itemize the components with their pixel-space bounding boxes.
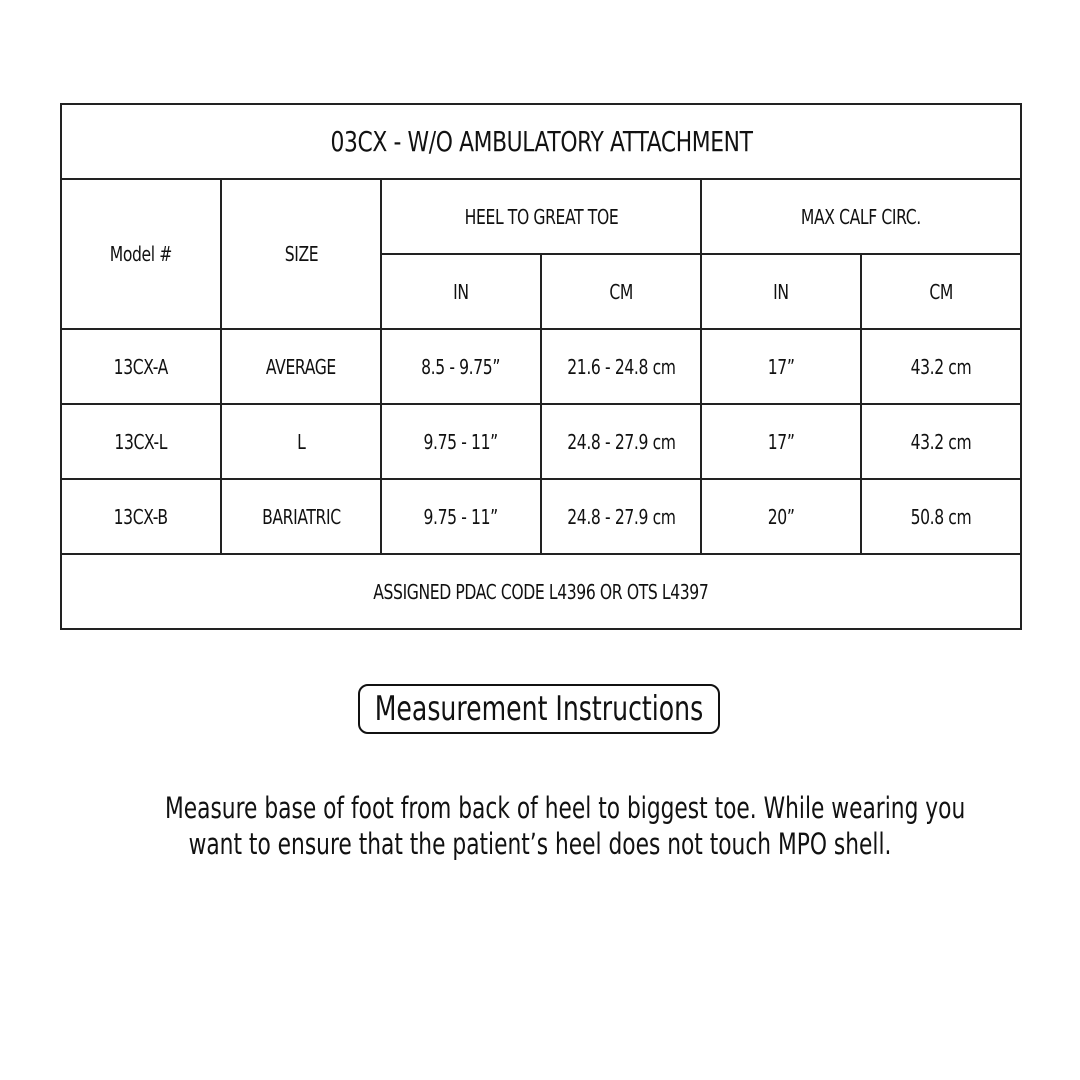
row-heel-in-cell	[381, 404, 541, 479]
header-heel-to-great-toe: HEEL TO GREAT TOE	[464, 204, 618, 229]
table-row	[61, 404, 1021, 479]
header-size-cell	[221, 179, 381, 329]
row-size-cell	[221, 404, 381, 479]
subheader-calf-in-cell	[701, 254, 861, 329]
instructions-heading-box	[358, 684, 720, 734]
subheader-calf-cm: CM	[929, 279, 953, 304]
row-size-cell	[221, 329, 381, 404]
row-calf-cm-cell	[861, 404, 1021, 479]
row-calf-cm-cell	[861, 329, 1021, 404]
subheader-heel-in-cell	[381, 254, 541, 329]
subheader-heel-cm: CM	[609, 279, 633, 304]
row-model-cell	[61, 479, 221, 554]
row-heel-in: 9.75 - 11”	[423, 429, 499, 454]
row-size: L	[296, 429, 306, 454]
row-model: 13CX-A	[113, 354, 169, 379]
row-calf-cm: 43.2 cm	[910, 354, 972, 379]
instructions-line-2: want to ensure that the patient’s heel does not touch MPO shell.	[188, 827, 892, 861]
instructions-text	[40, 790, 1040, 862]
row-heel-cm: 24.8 - 27.9 cm	[566, 429, 676, 454]
subheader-calf-in: IN	[773, 279, 789, 304]
subheader-heel-cm-cell	[541, 254, 701, 329]
row-calf-in-cell	[701, 329, 861, 404]
row-model-cell	[61, 329, 221, 404]
header-heel-cell	[381, 179, 701, 254]
row-calf-in: 17”	[767, 354, 795, 379]
row-heel-cm: 21.6 - 24.8 cm	[566, 354, 676, 379]
row-heel-in: 8.5 - 9.75”	[421, 354, 501, 379]
header-model: Model #	[109, 242, 173, 266]
pdac-code-note: ASSIGNED PDAC CODE L4396 OR OTS L4397	[373, 579, 709, 604]
row-heel-cm-cell	[541, 329, 701, 404]
row-size: BARIATRIC	[261, 504, 341, 529]
subheader-calf-cm-cell	[861, 254, 1021, 329]
row-size: AVERAGE	[265, 354, 337, 379]
row-heel-cm-cell	[541, 479, 701, 554]
table-footer-cell	[61, 554, 1021, 629]
row-heel-in-cell	[381, 479, 541, 554]
row-heel-cm-cell	[541, 404, 701, 479]
instructions-heading: Measurement Instructions	[374, 689, 704, 729]
table-title: 03CX - W/O AMBULATORY ATTACHMENT	[330, 125, 753, 158]
table-title-cell	[61, 104, 1021, 179]
header-size: SIZE	[284, 242, 318, 266]
row-model: 13CX-B	[113, 504, 169, 529]
instructions-line-1: Measure base of foot from back of heel to biggest toe. While wearing you	[165, 791, 966, 825]
row-size-cell	[221, 479, 381, 554]
subheader-heel-in: IN	[453, 279, 469, 304]
row-calf-cm: 43.2 cm	[910, 429, 972, 454]
header-max-calf-circ: MAX CALF CIRC.	[801, 204, 921, 229]
row-calf-in: 17”	[767, 429, 795, 454]
table-row	[61, 479, 1021, 554]
table-row	[61, 329, 1021, 404]
row-heel-in-cell	[381, 329, 541, 404]
row-calf-in-cell	[701, 404, 861, 479]
header-model-cell	[61, 179, 221, 329]
row-heel-in: 9.75 - 11”	[423, 504, 499, 529]
row-calf-in: 20”	[767, 504, 795, 529]
row-heel-cm: 24.8 - 27.9 cm	[566, 504, 676, 529]
row-calf-cm-cell	[861, 479, 1021, 554]
row-calf-cm: 50.8 cm	[910, 504, 972, 529]
row-calf-in-cell	[701, 479, 861, 554]
row-model-cell	[61, 404, 221, 479]
sizing-table	[60, 103, 1022, 630]
row-model: 13CX-L	[114, 429, 168, 454]
header-calf-cell	[701, 179, 1021, 254]
